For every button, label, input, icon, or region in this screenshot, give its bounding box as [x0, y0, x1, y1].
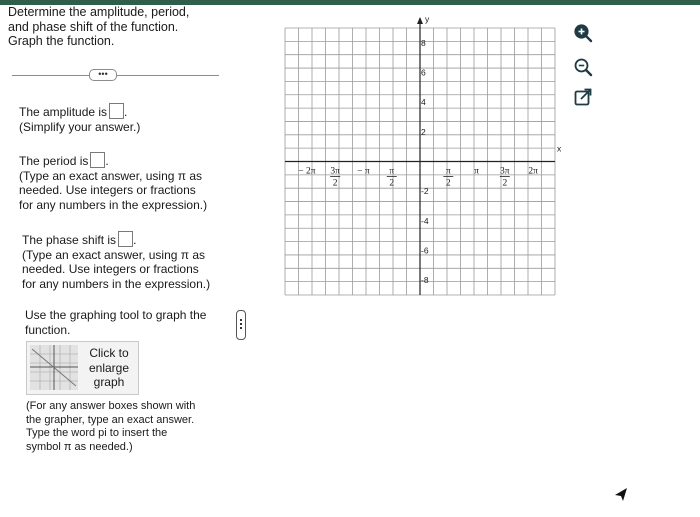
- x-tick-label-denominator: 2: [332, 178, 338, 189]
- y-tick-label: -4: [421, 215, 429, 226]
- phase-shift-hint-line: for any numbers in the expression.): [22, 276, 211, 291]
- x-tick-label: − 2π: [298, 166, 316, 177]
- question-line: Determine the amplitude, period,: [8, 5, 190, 19]
- panel-splitter-handle[interactable]: [236, 310, 246, 340]
- answer-note: [26, 400, 226, 454]
- phase-shift-hint-line: (Type an exact answer, using π as: [22, 247, 206, 262]
- zoom-in-icon: [572, 22, 594, 44]
- y-tick-label: 2: [421, 126, 426, 137]
- graph-instruction-line: Use the graphing tool to graph the: [25, 308, 207, 322]
- period-section: The period is . (Type an exact answer, using π as needed. Use integers or fractions for any numbers in the expression.): [19, 152, 224, 212]
- x-tick-label: 2π: [528, 166, 538, 177]
- y-axis-arrow: [417, 17, 423, 24]
- amplitude-label: The amplitude is: [19, 105, 108, 119]
- graph-canvas[interactable]: [255, 10, 575, 300]
- phase-shift-section: The phase shift is . (Type an exact answer, using π as needed. Use integers or fractions for any numbers in the expression.): [22, 231, 227, 291]
- amplitude-section: The amplitude is . (Simplify your answer.): [19, 103, 224, 134]
- period-input[interactable]: [90, 152, 105, 168]
- x-tick-label-numerator: π: [445, 166, 451, 177]
- enlarge-label-line: graph: [93, 375, 125, 389]
- enlarge-label: [84, 346, 134, 390]
- amplitude-hint: (Simplify your answer.): [19, 119, 141, 134]
- x-tick-label-numerator: π: [389, 166, 395, 177]
- graph-instruction-line: function.: [25, 322, 71, 337]
- x-tick-label-numerator: 3π: [330, 166, 340, 177]
- question-line: Graph the function.: [8, 34, 115, 48]
- note-line: (For any answer boxes shown with: [26, 400, 196, 412]
- x-tick-label-numerator: 3π: [500, 166, 510, 177]
- period-hint-line: for any numbers in the expression.): [19, 197, 208, 212]
- y-tick-label: 4: [421, 97, 426, 108]
- y-tick-label: -2: [421, 186, 429, 197]
- y-tick-label: 8: [421, 37, 426, 48]
- popout-button[interactable]: [572, 86, 594, 108]
- external-link-icon: [572, 86, 594, 108]
- phase-shift-label: The phase shift is: [22, 233, 117, 247]
- phase-shift-hint-line: needed. Use integers or fractions: [22, 262, 199, 276]
- enlarge-label-line: enlarge: [88, 360, 130, 375]
- note-line: symbol π as needed.): [26, 440, 133, 453]
- x-tick-label-denominator: 2: [445, 178, 451, 189]
- question-text: [8, 5, 213, 49]
- y-tick-label: -6: [421, 245, 429, 256]
- graph-instruction: [25, 308, 230, 337]
- graph-thumbnail-icon: [30, 345, 78, 390]
- enlarge-graph-button[interactable]: [26, 341, 139, 395]
- enlarge-label-line: Click to: [89, 346, 129, 360]
- note-line: the grapher, type an exact answer.: [26, 413, 195, 426]
- more-button[interactable]: •••: [89, 69, 117, 81]
- period-label: The period is: [19, 154, 89, 168]
- zoom-in-button[interactable]: [572, 22, 594, 44]
- zoom-out-button[interactable]: [572, 56, 594, 78]
- x-tick-label: − π: [357, 166, 370, 177]
- x-tick-label-denominator: 2: [389, 178, 395, 189]
- period-hint-line: (Type an exact answer, using π as: [19, 168, 203, 183]
- question-line: and phase shift of the function.: [8, 19, 179, 34]
- mouse-cursor-icon: [614, 487, 628, 503]
- y-axis-label: y: [425, 14, 430, 24]
- x-axis-label: x: [557, 143, 562, 154]
- note-line: Type the word pi to insert the: [26, 427, 168, 439]
- phase-shift-input[interactable]: [118, 231, 133, 247]
- y-tick-label: -8: [421, 275, 429, 286]
- x-tick-label-denominator: 2: [502, 178, 508, 189]
- period-hint-line: needed. Use integers or fractions: [19, 183, 196, 197]
- amplitude-input[interactable]: [109, 103, 124, 119]
- y-tick-label: 6: [421, 67, 426, 78]
- x-tick-label: π: [474, 166, 479, 177]
- zoom-out-icon: [572, 56, 594, 78]
